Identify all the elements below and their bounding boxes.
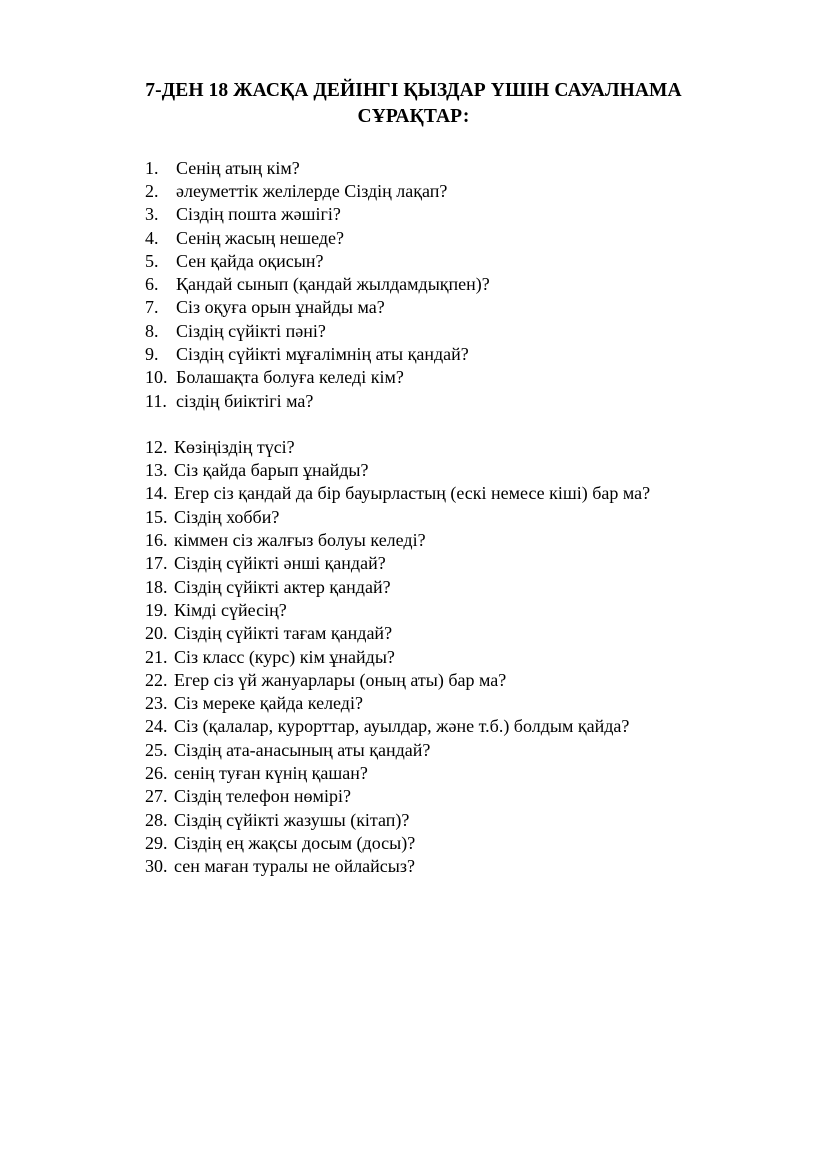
- list-item-number: 2.: [145, 180, 159, 201]
- list-item-number: 18.: [145, 576, 168, 597]
- list-item: [145, 157, 742, 180]
- list-item: [145, 669, 742, 692]
- list-item-text: Сіз қайда барып ұнайды?: [174, 460, 369, 481]
- list-item-number: 24.: [145, 716, 168, 737]
- list-item-number: 8.: [145, 320, 159, 341]
- list-item: [145, 320, 742, 343]
- list-item-number: 4.: [145, 227, 159, 248]
- list-item: [145, 296, 742, 319]
- list-item-text: Сіздің сүйікті жазушы (кітап)?: [174, 809, 410, 830]
- list-item-number: 16.: [145, 530, 168, 551]
- list-item: [145, 809, 742, 832]
- list-item: [145, 785, 742, 808]
- list-item-number: 1.: [145, 157, 159, 178]
- list-item-number: 25.: [145, 739, 168, 760]
- list-item-number: 17.: [145, 553, 168, 574]
- list-item-number: 7.: [145, 297, 159, 318]
- list-item: [145, 436, 742, 459]
- list-item-number: 15.: [145, 506, 168, 527]
- list-item-text: кіммен сіз жалғыз болуы келеді?: [174, 530, 426, 551]
- list-item-number: 19.: [145, 599, 168, 620]
- list-group-separator: [85, 413, 742, 436]
- list-item-text: Сіздің сүйікті пәні?: [176, 320, 326, 341]
- list-item-number: 6.: [145, 274, 159, 295]
- question-list-group-1: [85, 157, 742, 413]
- list-item: [145, 390, 742, 413]
- list-item-text: Сіз мереке қайда келеді?: [174, 693, 363, 714]
- list-item: [145, 250, 742, 273]
- list-item: [145, 459, 742, 482]
- list-item-number: 28.: [145, 809, 168, 830]
- list-item-text: әлеуметтік желілерде Сіздің лақап?: [176, 180, 448, 201]
- list-item: [145, 622, 742, 645]
- list-item: [145, 366, 742, 389]
- list-item-text: Сіздің телефон нөмірі?: [174, 786, 351, 807]
- list-item-text: Сіздің ата-анасының аты қандай?: [174, 739, 431, 760]
- page-title-line-2: СҰРАҚТАР:: [357, 106, 470, 128]
- list-item: [145, 482, 742, 505]
- list-item-text: Қандай сынып (қандай жылдамдықпен)?: [176, 274, 490, 295]
- list-item-number: 26.: [145, 763, 168, 784]
- list-item-number: 23.: [145, 693, 168, 714]
- list-item: [145, 273, 742, 296]
- list-item-number: 10.: [145, 367, 168, 388]
- page-title-line-1: 7-ДЕН 18 ЖАСҚА ДЕЙІНГІ ҚЫЗДАР ҮШІН САУАЛНАМА: [145, 80, 682, 101]
- list-item-text: Сіздің сүйікті актер қандай?: [174, 576, 391, 597]
- list-item-number: 30.: [145, 856, 168, 877]
- list-item-text: Болашақта болуға келеді кім?: [176, 367, 404, 388]
- list-item: [145, 832, 742, 855]
- list-item: [145, 762, 742, 785]
- list-item: [145, 715, 742, 738]
- list-item-number: 13.: [145, 460, 168, 481]
- list-item-number: 12.: [145, 436, 168, 457]
- list-item-number: 27.: [145, 786, 168, 807]
- question-list-group-2: [85, 436, 742, 879]
- list-item-text: Көзіңіздің түсі?: [174, 436, 295, 457]
- list-item-text: Сіздің пошта жәшігі?: [176, 204, 341, 225]
- list-item: [145, 343, 742, 366]
- list-item-text: Сіз оқуға орын ұнайды ма?: [176, 297, 385, 318]
- list-item-number: 22.: [145, 669, 168, 690]
- list-item-number: 9.: [145, 344, 159, 364]
- list-item-number: 3.: [145, 204, 159, 225]
- list-item-text: Сіздің сүйікті әнші қандай?: [174, 553, 386, 574]
- list-item-text: Сіздің сүйікті мұғалімнің аты қандай?: [176, 344, 469, 364]
- list-item-text: Сіздің хобби?: [174, 506, 280, 527]
- list-item-text: сен маған туралы не ойлайсыз?: [174, 856, 415, 877]
- list-item-text: Егер сіз үй жануарлары (оның аты) бар ма?: [174, 669, 507, 690]
- page-title: [85, 78, 742, 131]
- list-item: [145, 692, 742, 715]
- list-item-number: 14.: [145, 483, 168, 504]
- list-item-text: Сіздің ең жақсы досым (досы)?: [174, 832, 416, 853]
- list-item: [145, 646, 742, 669]
- list-item-number: 11.: [145, 390, 167, 411]
- list-item: [145, 529, 742, 552]
- list-item-number: 21.: [145, 646, 168, 667]
- list-item-text: сіздің биіктігі ма?: [176, 390, 314, 411]
- list-item-text: Сенің атың кім?: [176, 157, 300, 178]
- list-item: [145, 576, 742, 599]
- list-item-text: сенің туған күнің қашан?: [174, 763, 368, 784]
- list-item: [145, 227, 742, 250]
- list-item-text: Сіз класс (курс) кім ұнайды?: [174, 646, 395, 667]
- list-item: [145, 739, 742, 762]
- list-item-text: Егер сіз қандай да бір бауырластың (ескі немесе кіші) бар ма?: [174, 483, 651, 504]
- list-item: [145, 180, 742, 203]
- list-item: [145, 203, 742, 226]
- list-item-number: 29.: [145, 832, 168, 853]
- list-item: [145, 599, 742, 622]
- list-item: [145, 855, 742, 878]
- list-item-text: Сен қайда оқисын?: [176, 250, 324, 271]
- list-item-number: 20.: [145, 623, 168, 644]
- list-item: [145, 506, 742, 529]
- list-item: [145, 552, 742, 575]
- list-item-text: Сенің жасың нешеде?: [176, 227, 344, 248]
- list-item-text: Сіз (қалалар, курорттар, ауылдар, және т.б.) болдым қайда?: [174, 716, 630, 737]
- list-item-number: 5.: [145, 250, 159, 271]
- list-item-text: Кімді сүйесің?: [174, 599, 287, 620]
- list-item-text: Сіздің сүйікті тағам қандай?: [174, 623, 393, 644]
